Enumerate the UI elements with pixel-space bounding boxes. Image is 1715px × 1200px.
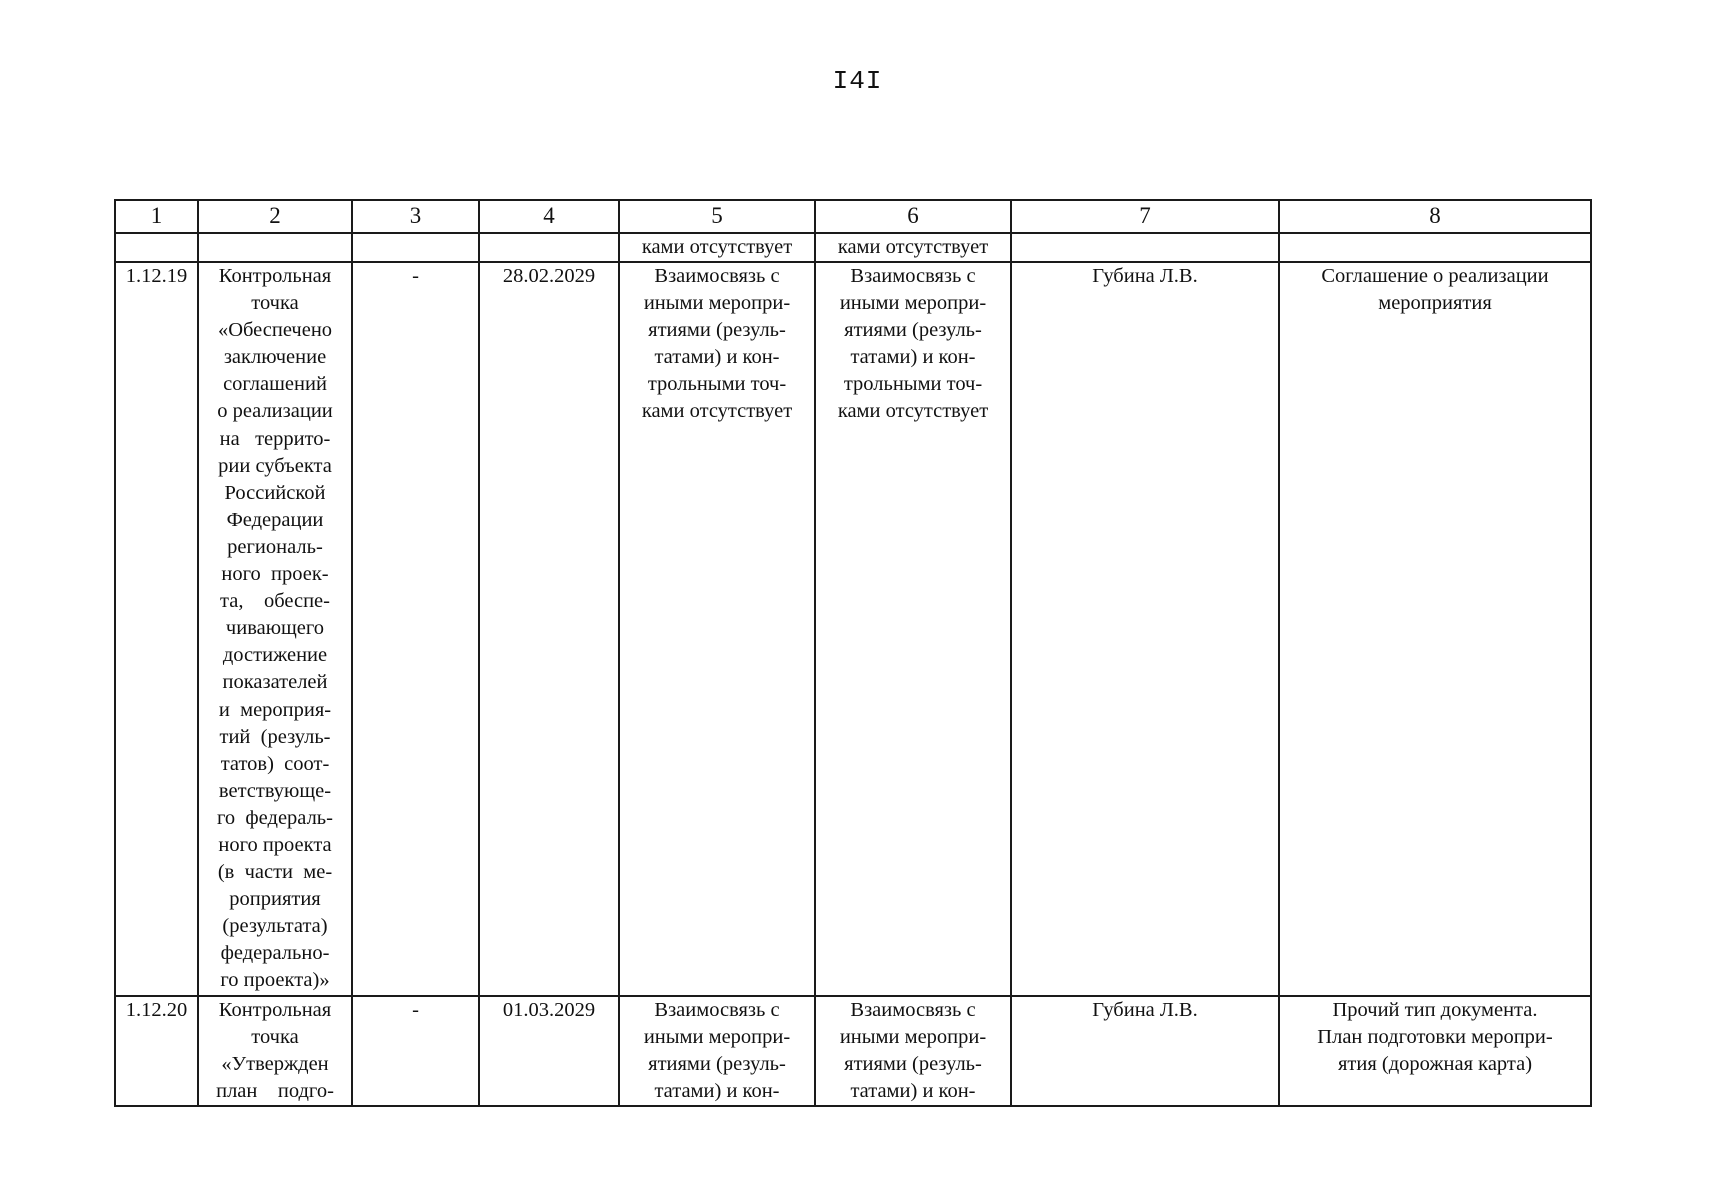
row-col5: Взаимосвязь с иными меропри- ятиями (резуль- татами) и кон-	[619, 996, 815, 1106]
column-header-4: 4	[479, 200, 619, 233]
column-header-8: 8	[1279, 200, 1591, 233]
events-table	[114, 199, 1592, 1107]
table-cell	[352, 233, 479, 262]
row-date: 28.02.2029	[479, 262, 619, 996]
row-col6: Взаимосвязь с иными меропри- ятиями (резуль- татами) и кон-	[815, 996, 1011, 1106]
continuation-row	[115, 233, 1591, 262]
table-cell	[198, 233, 352, 262]
row-number: 1.12.19	[115, 262, 198, 996]
row-col3: -	[352, 996, 479, 1106]
row-col3: -	[352, 262, 479, 996]
column-header-6: 6	[815, 200, 1011, 233]
continuation-cell-6: ками отсутствует	[815, 233, 1011, 262]
table-cell	[1011, 233, 1279, 262]
table-cell	[115, 233, 198, 262]
table-row	[115, 996, 1591, 1106]
row-name: Контрольная точка «Утвержден план подго-	[198, 996, 352, 1106]
row-responsible: Губина Л.В.	[1011, 996, 1279, 1106]
row-name: Контрольная точка «Обеспечено заключение соглашений о реализации на террито- рии субъекта Российской Федерации региональ- ного проек- та, обеспе- чивающего достижение показателей и мероприя- тий (резуль- татов) соот- ветствующе- го федераль- ного проекта (в части ме- роприятия (результата) федерально- го проекта)»	[198, 262, 352, 996]
row-document: Соглашение о реализации мероприятия	[1279, 262, 1591, 996]
row-document: Прочий тип документа. План подготовки меропри- ятия (дорожная карта)	[1279, 996, 1591, 1106]
page-number: I4I	[832, 66, 883, 96]
column-header-2: 2	[198, 200, 352, 233]
table-cell	[479, 233, 619, 262]
table-row	[115, 262, 1591, 996]
column-header-7: 7	[1011, 200, 1279, 233]
continuation-cell-5: ками отсутствует	[619, 233, 815, 262]
column-header-5: 5	[619, 200, 815, 233]
column-number-row	[115, 200, 1591, 233]
row-col6: Взаимосвязь с иными меропри- ятиями (резуль- татами) и кон- трольными точ- ками отсутствует	[815, 262, 1011, 996]
column-header-1: 1	[115, 200, 198, 233]
row-responsible: Губина Л.В.	[1011, 262, 1279, 996]
column-header-3: 3	[352, 200, 479, 233]
table-cell	[1279, 233, 1591, 262]
row-col5: Взаимосвязь с иными меропри- ятиями (резуль- татами) и кон- трольными точ- ками отсутствует	[619, 262, 815, 996]
row-number: 1.12.20	[115, 996, 198, 1106]
row-date: 01.03.2029	[479, 996, 619, 1106]
